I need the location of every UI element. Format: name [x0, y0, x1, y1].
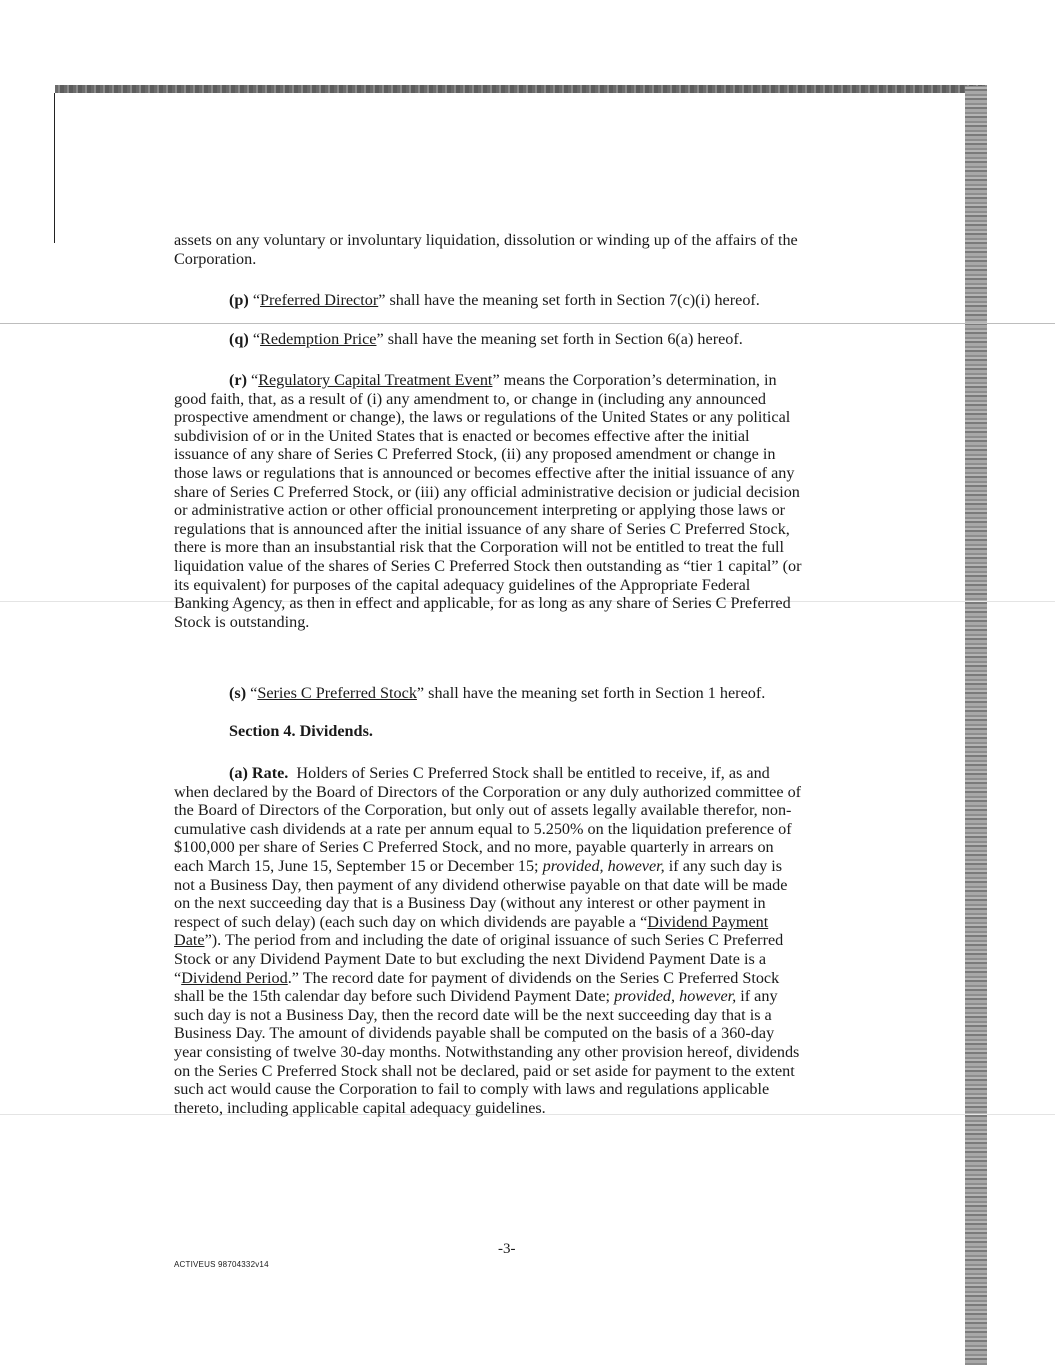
text-line: cumulative cash dividends at a rate per annum equal to 5.250% on the liquidation preference of — [174, 819, 792, 838]
text-line: not a Business Day, then payment of any dividend otherwise payable on that date will be made — [174, 875, 788, 894]
text-line: each March 15, June 15, September 15 or December 15; provided, however, if any such day is — [174, 856, 783, 875]
text-line: regulations that is announced after the initial issuance of any share of Series C Preferred Stock, — [174, 519, 790, 538]
text-line: respect of such delay) (each such day on which dividends are payable a “Dividend Payment — [174, 912, 769, 931]
scan-left-edge — [54, 93, 55, 243]
scan-top-border — [55, 85, 987, 93]
text-line: when declared by the Board of Directors of the Corporation or any duly authorized committee of — [174, 782, 802, 801]
definition-q: (q) “Redemption Price” shall have the meaning set forth in Section 6(a) hereof. — [229, 330, 743, 348]
definition-s: (s) “Series C Preferred Stock” shall have the meaning set forth in Section 1 hereof. — [229, 684, 766, 702]
intro-paragraph — [174, 231, 854, 268]
defined-term: Series C Preferred Stock — [257, 684, 417, 702]
defined-term: Date — [174, 931, 205, 950]
clause-label: (p) — [229, 291, 249, 309]
text-line: or administrative action or other official pronouncement interpreting or applying those laws or — [174, 501, 786, 520]
definition-r: (r) “Regulatory Capital Treatment Event” means the Corporation’s determination, in good faith, that, as a result of (i) any amendment to, or change in (including any announced prospective amendment or change), the laws or regulations of the United States or any political subdivision of or in the United States that is enacted or becomes effective after the initial issuance of any share of Series C Preferred Stock, (ii) any proposed amendment or change in those laws or regulations that is announced or becomes effective after the initial issuance of any share of Series C Preferred Stock, or (iii) any official administrative decision or judicial decision or administrative action or other official pronouncement interpreting or applying those laws or regulations that is announced after the initial issuance of any share of Series C Preferred Stock, there is more than an insubstantial risk that the Corporation will not be entitled to treat the full liquidation value of the shares of Series C Preferred Stock then outstanding as “tier 1 capital” (or its equivalent) for purposes of the capital adequacy guidelines of the Appropriate Federal Banking Agency, as then in effect and applicable, for as long as any share of Series C Preferred Stock is outstanding. — [174, 371, 854, 631]
text-line: the Board of Directors of the Corporation, but only out of assets legally available therefor, non- — [174, 801, 792, 820]
text-line: there is more than an insubstantial risk that the Corporation will not be entitled to treat the full — [174, 538, 785, 557]
text-line: $100,000 per share of Series C Preferred Stock, and no more, payable quarterly in arrears on — [174, 838, 774, 857]
defined-term: Dividend Period — [181, 968, 288, 987]
clause-a-rate: (a) Rate. Holders of Series C Preferred Stock shall be entitled to receive, if, as and when declared by the Board of Directors of the Corporation or any duly authorized committee of the Board of Directors of the Corporation, but only out of assets legally available therefor, non- cumulative cash dividends at a rate per annum equal to 5.250% on the liquidation preference of $100,000 per share of Series C Preferred Stock, and no more, payable quarterly in arrears on each March 15, June 15, September 15 or December 15; provided, however, if any such day is not a Business Day, then payment of any dividend otherwise payable on that date will be made on the next succeeding day that is a Business Day (without any interest or other payment in respect of such delay) (each such day on which dividends are payable a “Dividend Payment Date”). The period from and including the date of original issuance of such Series C Preferred Stock or any Dividend Payment Date to but excluding the next Dividend Payment Date is a “Dividend Period.” The record date for payment of dividends on the Series C Preferred Stock shall be the 15th calendar day before such Dividend Payment Date; provided, however, if any such day is not a Business Day, then the record date will be the next succeeding day that is a Business Day. The amount of dividends payable shall be computed on the basis of a 360-day year consisting of twelve 30-day months. Notwithstanding any other provision hereof, dividends on the Series C Preferred Stock shall not be declared, paid or set aside for payment to the extent such act would cause the Corporation to fail to comply with laws and regulations applicable thereto, including applicable capital adequacy guidelines. — [174, 764, 854, 1117]
text-line: Banking Agency, as then in effect and applicable, for as long as any share of Series C Preferred — [174, 594, 791, 613]
text-line: its equivalent) for purposes of the capital adequacy guidelines of the Appropriate Federal — [174, 575, 751, 594]
text-line: those laws or regulations that is announced or becomes effective after the initial issuance of any — [174, 463, 795, 482]
clause-label: (q) — [229, 330, 249, 348]
text-line: “Dividend Period.” The record date for payment of dividends on the Series C Preferred Stock — [174, 968, 780, 987]
defined-term: Regulatory Capital Treatment Event — [258, 371, 493, 389]
definition-p: (p) “Preferred Director” shall have the meaning set forth in Section 7(c)(i) hereof. — [229, 291, 760, 309]
text-line: Date”). The period from and including the date of original issuance of such Series C Preferred — [174, 931, 784, 950]
text-line: prospective amendment or change), the laws or regulations of the United States or any political — [174, 408, 791, 427]
text-line: Stock is outstanding. — [174, 612, 310, 631]
clause-title: Rate. — [251, 764, 289, 782]
text-line: liquidation value of the shares of Series C Preferred Stock then outstanding as “tier 1 capital” (or — [174, 556, 802, 575]
section-4-heading: Section 4. Dividends. — [229, 722, 373, 740]
clause-label: (a) — [229, 764, 248, 782]
scan-right-border — [965, 86, 987, 1365]
section-heading — [174, 722, 854, 741]
text-line: Stock or any Dividend Payment Date to but excluding the next Dividend Payment Date is a — [174, 949, 767, 968]
text-line: on the Series C Preferred Stock shall not be declared, paid or set aside for payment to the extent — [174, 1061, 795, 1080]
text-line: share of Series C Preferred Stock, or (iii) any official administrative decision or judicial decision — [174, 482, 800, 501]
clause-label: (r) — [229, 371, 247, 389]
document-id: ACTIVEUS 98704332v14 — [174, 1260, 269, 1269]
text-line: assets on any voluntary or involuntary liquidation, dissolution or winding up of the affairs of the — [174, 231, 798, 249]
text-line: Corporation. — [174, 249, 257, 268]
text-line: year consisting of twelve 30-day months. Notwithstanding any other provision hereof, dividends — [174, 1042, 800, 1061]
text-line: such day is not a Business Day, then the record date will be the next succeeding day that is a — [174, 1005, 772, 1024]
defined-term: Redemption Price — [260, 330, 377, 348]
text-line: issuance of any share of Series C Preferred Stock, (ii) any proposed amendment or change in — [174, 445, 776, 464]
defined-term: Preferred Director — [260, 291, 379, 309]
text-line: Business Day. The amount of dividends payable shall be computed on the basis of a 360-day — [174, 1024, 775, 1043]
text-line: good faith, that, as a result of (i) any amendment to, or change in (including any announced — [174, 389, 767, 408]
clause-label: (s) — [229, 684, 247, 702]
page-number: -3- — [498, 1241, 516, 1257]
defined-term: Dividend Payment — [647, 912, 769, 931]
text-line: such act would cause the Corporation to fail to comply with laws and regulations applicable — [174, 1080, 770, 1099]
scan-fold-line — [0, 323, 1055, 324]
text-line: thereto, including applicable capital adequacy guidelines. — [174, 1098, 546, 1117]
text-line: on the next succeeding day that is a Business Day (without any interest or other payment in — [174, 894, 766, 913]
text-line: shall be the 15th calendar day before such Dividend Payment Date; provided, however, if any — [174, 987, 778, 1006]
text-line: subdivision of or in the United States that is enacted or becomes effective after the initial — [174, 426, 750, 445]
